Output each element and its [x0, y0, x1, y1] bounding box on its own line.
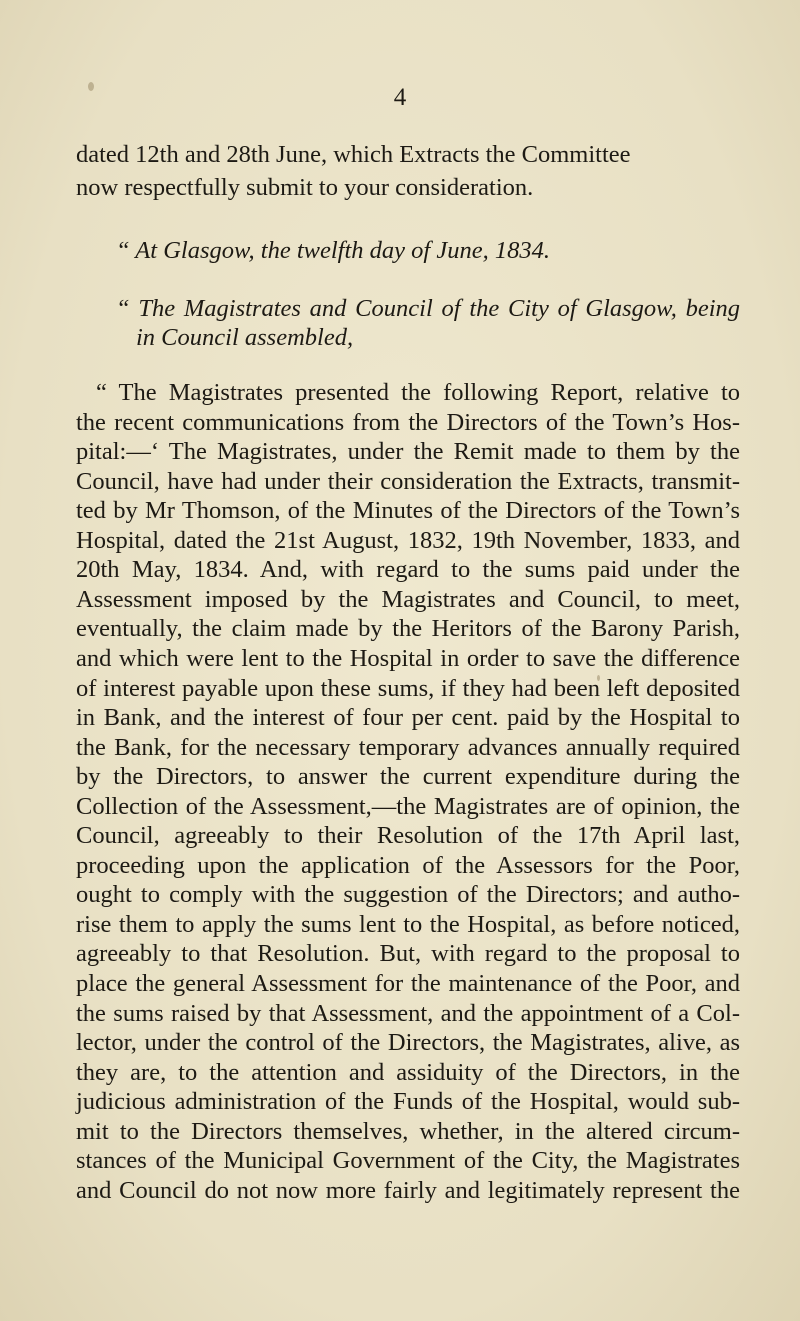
text-line: 20th May, 1834. And, with regard to the sums paid under the [76, 556, 740, 583]
text-line: by the Directors, to answer the current expenditure during the [76, 763, 740, 790]
text-line: place the general Assessment for the maintenance of the Poor, and [76, 970, 740, 997]
text-line: Hospital, dated the 21st August, 1832, 19th November, 1833, and [76, 527, 740, 554]
text-line: ted by Mr Thomson, of the Minutes of the Directors of the Town’s [76, 497, 740, 524]
text-line: and which were lent to the Hospital in order to save the difference [76, 645, 740, 672]
text-line: proceeding upon the application of the Assessors for the Poor, [76, 852, 740, 879]
text-line: the sums raised by that Assessment, and the appointment of a Col- [76, 1000, 740, 1027]
minute-heading: “ The Magistrates and Council of the City of Glasgow, being [116, 295, 740, 322]
text-line: Council, agreeably to their Resolution of the 17th April last, [76, 822, 740, 849]
text-line: agreeably to that Resolution. But, with regard to the proposal to [76, 940, 740, 967]
text-line: Assessment imposed by the Magistrates and Council, to meet, [76, 586, 740, 613]
text-line: eventually, the claim made by the Heritors of the Barony Parish, [76, 615, 740, 642]
text-line: dated 12th and 28th June, which Extracts the Committee [76, 141, 631, 168]
text-line: Council, have had under their consideration the Extracts, transmit- [76, 468, 740, 495]
text-line: “ The Magistrates presented the following Report, relative to [96, 379, 740, 406]
text-line: they are, to the attention and assiduity of the Directors, in the [76, 1059, 740, 1086]
text-line: stances of the Municipal Government of the City, the Magistrates [76, 1147, 740, 1174]
text-line: ought to comply with the suggestion of the Directors; and autho- [76, 881, 740, 908]
page-number: 4 [393, 84, 407, 111]
minute-heading: in Council assembled, [136, 324, 354, 351]
text-line: and Council do not now more fairly and legitimately represent the [76, 1177, 740, 1204]
text-line: pital:—‘ The Magistrates, under the Remit made to them by the [76, 438, 740, 465]
text-line: rise them to apply the sums lent to the Hospital, as before noticed, [76, 911, 740, 938]
minute-heading-date: “ At Glasgow, the twelfth day of June, 1834. [116, 237, 550, 264]
text-line: of interest payable upon these sums, if they had been left deposited [76, 675, 740, 702]
text-line: lector, under the control of the Directors, the Magistrates, alive, as [76, 1029, 740, 1056]
text-line: judicious administration of the Funds of the Hospital, would sub- [76, 1088, 740, 1115]
text-line: the Bank, for the necessary temporary advances annually required [76, 734, 740, 761]
text-line: mit to the Directors themselves, whether, in the altered circum- [76, 1118, 740, 1145]
text-line: now respectfully submit to your consideration. [76, 174, 534, 201]
text-line: Collection of the Assessment,—the Magistrates are of opinion, the [76, 793, 740, 820]
text-line: the recent communications from the Directors of the Town’s Hos- [76, 409, 740, 436]
text-line: in Bank, and the interest of four per cent. paid by the Hospital to [76, 704, 740, 731]
